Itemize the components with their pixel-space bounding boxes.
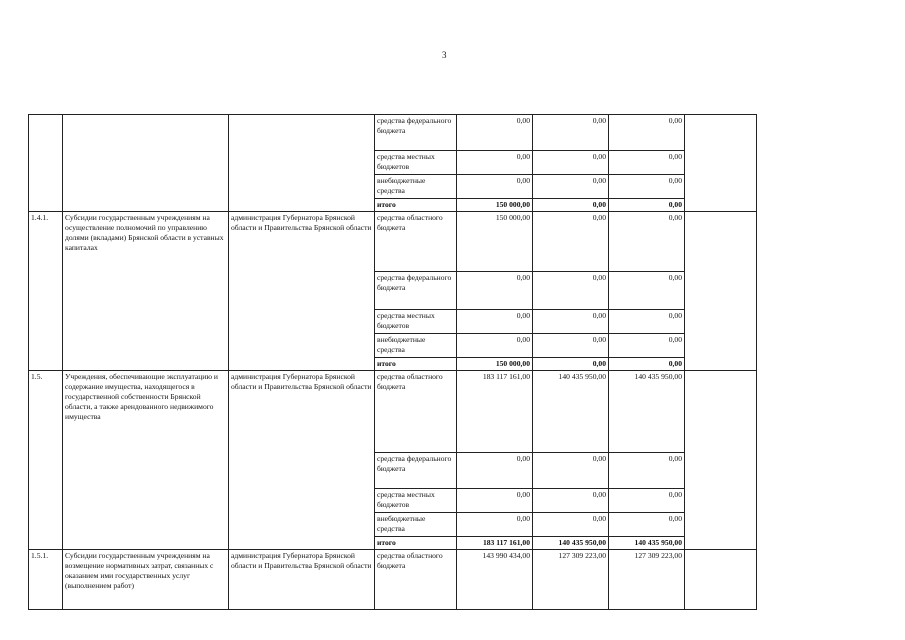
executor-cell: администрация Губернатора Брянской области и Правительства Брянской области xyxy=(229,550,375,610)
amount-cell: 0,00 xyxy=(457,489,533,513)
amount-cell: 0,00 xyxy=(533,513,609,537)
amount-cell: 0,00 xyxy=(457,334,533,358)
source-label: внебюджетные средства xyxy=(375,513,457,537)
amount-cell: 0,00 xyxy=(609,199,685,212)
source-label: средства местных бюджетов xyxy=(375,310,457,334)
amount-cell: 0,00 xyxy=(533,489,609,513)
amount-cell: 0,00 xyxy=(533,272,609,310)
amount-cell: 0,00 xyxy=(533,199,609,212)
amount-cell: 127 309 223,00 xyxy=(533,550,609,610)
name-cell xyxy=(63,115,229,212)
amount-cell: 0,00 xyxy=(609,151,685,175)
amount-cell: 0,00 xyxy=(609,453,685,489)
amount-cell: 0,00 xyxy=(609,334,685,358)
amount-cell: 0,00 xyxy=(457,151,533,175)
amount-cell: 0,00 xyxy=(609,358,685,371)
executor-cell: администрация Губернатора Брянской области и Правительства Брянской области xyxy=(229,371,375,550)
amount-cell: 0,00 xyxy=(457,115,533,151)
source-label: итого xyxy=(375,199,457,212)
amount-cell: 143 990 434,00 xyxy=(457,550,533,610)
amount-cell: 140 435 950,00 xyxy=(609,371,685,453)
name-cell: Учреждения, обеспечивающие эксплуатацию и содержание имущества, находящегося в государственной собственности Брянской области, а также арендованного недвижимого имущества xyxy=(63,371,229,550)
num-cell: 1.5.1. xyxy=(29,550,63,610)
amount-cell: 0,00 xyxy=(609,489,685,513)
amount-cell: 0,00 xyxy=(533,358,609,371)
amount-cell: 0,00 xyxy=(609,513,685,537)
name-cell: Субсидии государственным учреждениям на возмещение нормативных затрат, связанных с оказанием ими государственных услуг (выполнением работ) xyxy=(63,550,229,610)
source-label: итого xyxy=(375,537,457,550)
empty-cell xyxy=(685,212,757,371)
amount-cell: 140 435 950,00 xyxy=(609,537,685,550)
amount-cell: 0,00 xyxy=(609,175,685,199)
name-cell: Субсидии государственным учреждениям на осуществление полномочий по управлению долями (вкладами) Брянской области в уставных капиталах xyxy=(63,212,229,371)
amount-cell: 150 000,00 xyxy=(457,358,533,371)
num-cell: 1.4.1. xyxy=(29,212,63,371)
amount-cell: 0,00 xyxy=(533,212,609,272)
table-row xyxy=(29,212,757,272)
source-label: средства федерального бюджета xyxy=(375,272,457,310)
source-label: средства областного бюджета xyxy=(375,371,457,453)
amount-cell: 140 435 950,00 xyxy=(533,371,609,453)
amount-cell: 0,00 xyxy=(533,334,609,358)
num-cell: 1.5. xyxy=(29,371,63,550)
table-row xyxy=(29,115,757,151)
executor-cell xyxy=(229,115,375,212)
amount-cell: 127 309 223,00 xyxy=(609,550,685,610)
amount-cell: 0,00 xyxy=(609,310,685,334)
amount-cell: 0,00 xyxy=(609,115,685,151)
amount-cell: 0,00 xyxy=(457,175,533,199)
source-label: средства местных бюджетов xyxy=(375,489,457,513)
source-label: средства областного бюджета xyxy=(375,212,457,272)
amount-cell: 0,00 xyxy=(533,115,609,151)
empty-cell xyxy=(685,550,757,610)
source-label: средства областного бюджета xyxy=(375,550,457,610)
page-number: 3 xyxy=(442,50,447,60)
executor-cell: администрация Губернатора Брянской области и Правительства Брянской области xyxy=(229,212,375,371)
amount-cell: 0,00 xyxy=(457,453,533,489)
amount-cell: 0,00 xyxy=(533,175,609,199)
empty-cell xyxy=(685,115,757,212)
table-row xyxy=(29,371,757,453)
amount-cell: 0,00 xyxy=(609,212,685,272)
amount-cell: 150 000,00 xyxy=(457,212,533,272)
amount-cell: 0,00 xyxy=(609,272,685,310)
source-label: средства федерального бюджета xyxy=(375,115,457,151)
amount-cell: 0,00 xyxy=(457,513,533,537)
table-row xyxy=(29,550,757,610)
source-label: средства местных бюджетов xyxy=(375,151,457,175)
source-label: внебюджетные средства xyxy=(375,175,457,199)
amount-cell: 183 117 161,00 xyxy=(457,371,533,453)
empty-cell xyxy=(685,371,757,550)
amount-cell: 0,00 xyxy=(457,272,533,310)
budget-table xyxy=(28,114,757,610)
amount-cell: 183 117 161,00 xyxy=(457,537,533,550)
amount-cell: 0,00 xyxy=(533,310,609,334)
source-label: внебюджетные средства xyxy=(375,334,457,358)
amount-cell: 0,00 xyxy=(457,310,533,334)
amount-cell: 0,00 xyxy=(533,453,609,489)
amount-cell: 140 435 950,00 xyxy=(533,537,609,550)
source-label: итого xyxy=(375,358,457,371)
num-cell xyxy=(29,115,63,212)
source-label: средства федерального бюджета xyxy=(375,453,457,489)
amount-cell: 150 000,00 xyxy=(457,199,533,212)
amount-cell: 0,00 xyxy=(533,151,609,175)
